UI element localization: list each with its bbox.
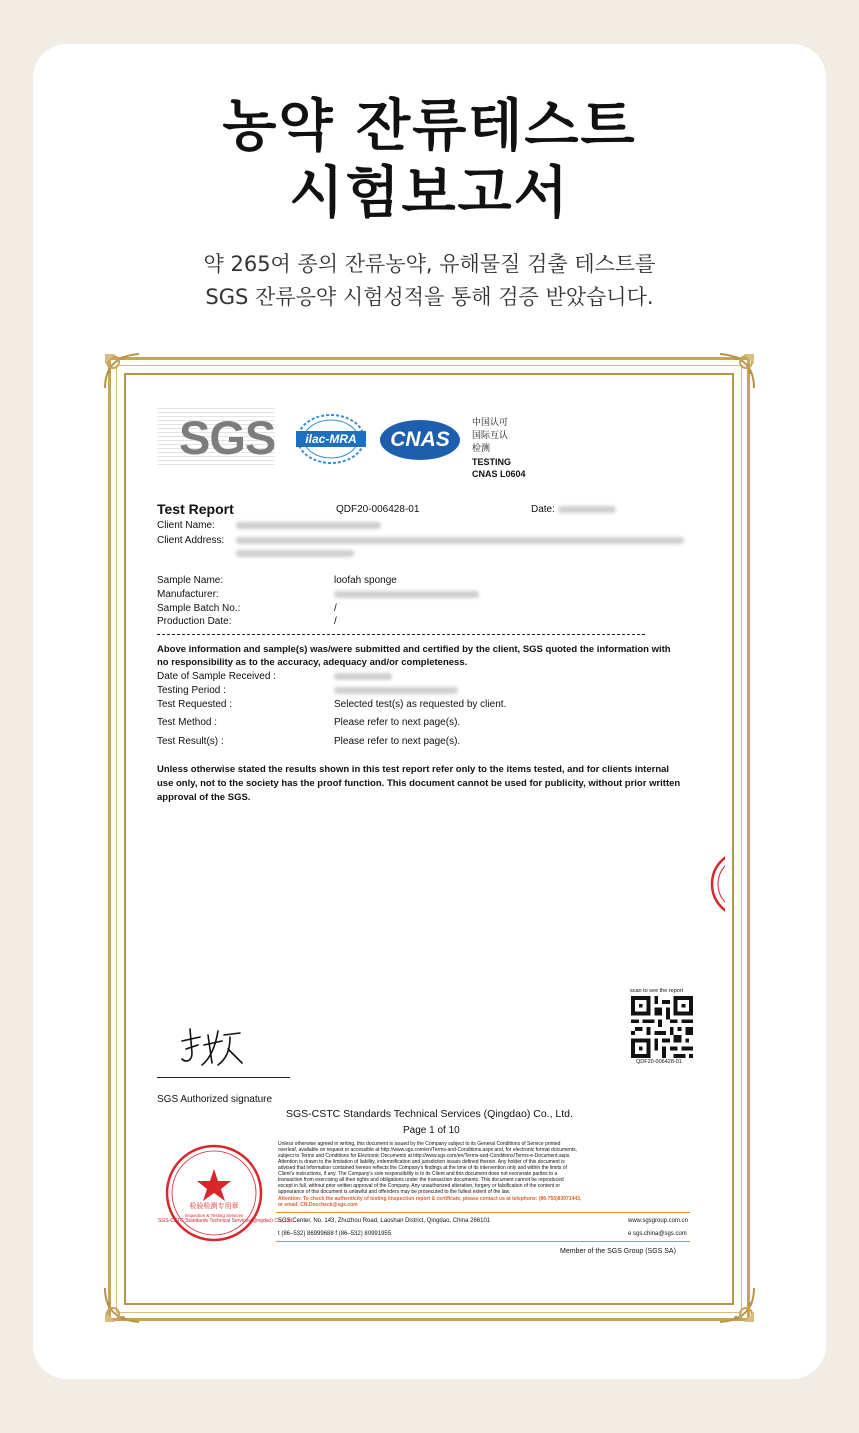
batch-label: Sample Batch No.: bbox=[157, 603, 241, 614]
stamp-ring-text: SGS-CSTC Standards Technical Services(Qingdao) Co., Ltd. bbox=[158, 1218, 294, 1224]
notice-line2: no responsibility as to the accuracy, adequacy and/or completeness. bbox=[157, 657, 468, 668]
page-number: Page 1 of 10 bbox=[403, 1125, 460, 1136]
requested-label: Test Requested : bbox=[157, 699, 233, 710]
fineprint-line: Unless otherwise agreed in writing, this document is issued by the Company subject to its General Conditions of Service printed bbox=[278, 1141, 561, 1147]
disclaimer-line3: approval of the SGS. bbox=[157, 792, 251, 803]
production-label: Production Date: bbox=[157, 616, 232, 627]
batch-value: / bbox=[334, 603, 337, 614]
fineprint-line: except in full, without prior written approval of the Company. Any unauthorized alteration, forgery or falsification of the content or bbox=[278, 1183, 561, 1189]
fineprint-line: Attention is drawn to the limitation of liability, indemnification and jurisdiction issues defined therein. Any holder of this document is bbox=[278, 1159, 565, 1165]
redacted-address-2 bbox=[236, 550, 354, 557]
report-number: QDF20-006428-01 bbox=[336, 504, 420, 515]
ilac-mra-logo: ilac-MRA bbox=[296, 413, 366, 465]
cnas-code: CNAS L0604 bbox=[472, 469, 526, 479]
redacted-address bbox=[236, 537, 684, 544]
received-label: Date of Sample Received : bbox=[157, 671, 276, 682]
subtitle-line1: 약 265여 종의 잔류농약, 유해물질 검출 테스트를 bbox=[203, 252, 656, 276]
stamp-en-text: Inspection & Testing Services bbox=[184, 1213, 244, 1218]
fineprint-email: or email: CN.Doccheck@sgs.com bbox=[278, 1202, 358, 1208]
signature-line bbox=[157, 1077, 290, 1078]
redacted-date bbox=[558, 506, 616, 513]
requested-value: Selected test(s) as requested by client. bbox=[334, 699, 507, 710]
footer-member: Member of the SGS Group (SGS SA) bbox=[560, 1248, 676, 1255]
result-value: Please refer to next page(s). bbox=[334, 736, 461, 747]
footer-address: SGS Center, No. 143, Zhuzhou Road, Laoshan District, Qingdao, China 266101 bbox=[278, 1218, 491, 1224]
notice-line1: Above information and sample(s) was/were submitted and certified by the client, SGS quoted the information with bbox=[157, 644, 671, 655]
fineprint-line: transaction from exercising all their rights and obligations under the transaction documents. This document cannot be reproduced bbox=[278, 1177, 564, 1183]
disclaimer-line1: Unless otherwise stated the results shown in this test report refer only to the items tested, and for clients internal bbox=[157, 764, 670, 775]
method-value: Please refer to next page(s). bbox=[334, 717, 461, 728]
fineprint-attention: Attention: To check the authenticity of testing /inspection report & certificate, please contact us at telephone: (86-755)83071443, bbox=[278, 1196, 582, 1202]
cnas-testing: TESTING bbox=[472, 457, 512, 467]
footer-web: www.sgsgroup.com.cn bbox=[628, 1218, 689, 1224]
qr-code-text: QDF20-006428-01 bbox=[636, 1059, 682, 1065]
method-label: Test Method : bbox=[157, 717, 218, 728]
client-address-label: Client Address: bbox=[157, 535, 225, 546]
cnas-cn-line2: 国际互认 bbox=[472, 430, 509, 440]
divider bbox=[157, 634, 645, 635]
footer-rule bbox=[276, 1212, 690, 1213]
fineprint-line: subject to Terms and Conditions for Electronic Documents at http://www.sgs.com/en/Terms-and-Conditions/Terms-e-Document.aspx. bbox=[278, 1153, 571, 1159]
official-stamp bbox=[164, 1143, 264, 1243]
footer-rule bbox=[276, 1241, 690, 1242]
cnas-cn-line1: 中国认可 bbox=[472, 417, 509, 427]
signature-icon bbox=[178, 1023, 246, 1068]
fineprint-line: appearance of this document is unlawful and offenders may be prosecuted to the fullest extent of the law. bbox=[278, 1189, 511, 1195]
page-title-line2: 시험보고서 bbox=[289, 160, 570, 226]
redacted-client-name bbox=[236, 522, 381, 529]
redacted-received bbox=[334, 673, 392, 680]
qr-code-icon[interactable] bbox=[630, 996, 694, 1058]
date-label: Date: bbox=[531, 504, 555, 515]
subtitle-line2: SGS 잔류응약 시험성적을 통해 검증 받았습니다. bbox=[205, 285, 654, 309]
stamp-center-text: 检验检测专用章 bbox=[189, 1203, 239, 1210]
manufacturer-label: Manufacturer: bbox=[157, 589, 219, 600]
sgs-logo: SGS bbox=[157, 408, 275, 468]
company-name: SGS-CSTC Standards Technical Services (Qingdao) Co., Ltd. bbox=[286, 1108, 573, 1120]
disclaimer-line2: use only, not to the society has the proof function. This document cannot be used for publicity, without prior written bbox=[157, 778, 681, 789]
fineprint-line: advised that information contained hereon reflects the Company's findings at the time of its intervention only and within the limits of bbox=[278, 1165, 567, 1171]
qr-caption: scan to see the report bbox=[630, 988, 684, 994]
footer-phone: t (86–532) 86999688 f (86–532) 80991955 bbox=[278, 1231, 392, 1237]
sample-name-label: Sample Name: bbox=[157, 575, 224, 586]
cnas-cn-line3: 检测 bbox=[472, 443, 491, 453]
sample-name: loofah sponge bbox=[334, 575, 397, 586]
footer-email: e sgs.china@sgs.com bbox=[628, 1231, 687, 1237]
cnas-logo: CNAS bbox=[379, 419, 461, 461]
page-title-line1: 농약 잔류테스트 bbox=[222, 93, 637, 159]
report-title: Test Report bbox=[157, 501, 234, 517]
signature-label: SGS Authorized signature bbox=[157, 1094, 273, 1105]
redacted-manufacturer bbox=[334, 591, 479, 598]
fineprint-line: overleaf, available on request or accessible at http://www.sgs.com/en/Terms-and-Conditions.aspx and, for electronic format documents, bbox=[278, 1147, 578, 1153]
result-label: Test Result(s) : bbox=[157, 736, 224, 747]
production-value: / bbox=[334, 616, 337, 627]
redacted-period bbox=[334, 687, 458, 694]
period-label: Testing Period : bbox=[157, 685, 226, 696]
fineprint-line: Client's instructions, if any. The Company's sole responsibility is to its Client and this document does not exonerate parties to a bbox=[278, 1171, 558, 1177]
client-name-label: Client Name: bbox=[157, 520, 215, 531]
